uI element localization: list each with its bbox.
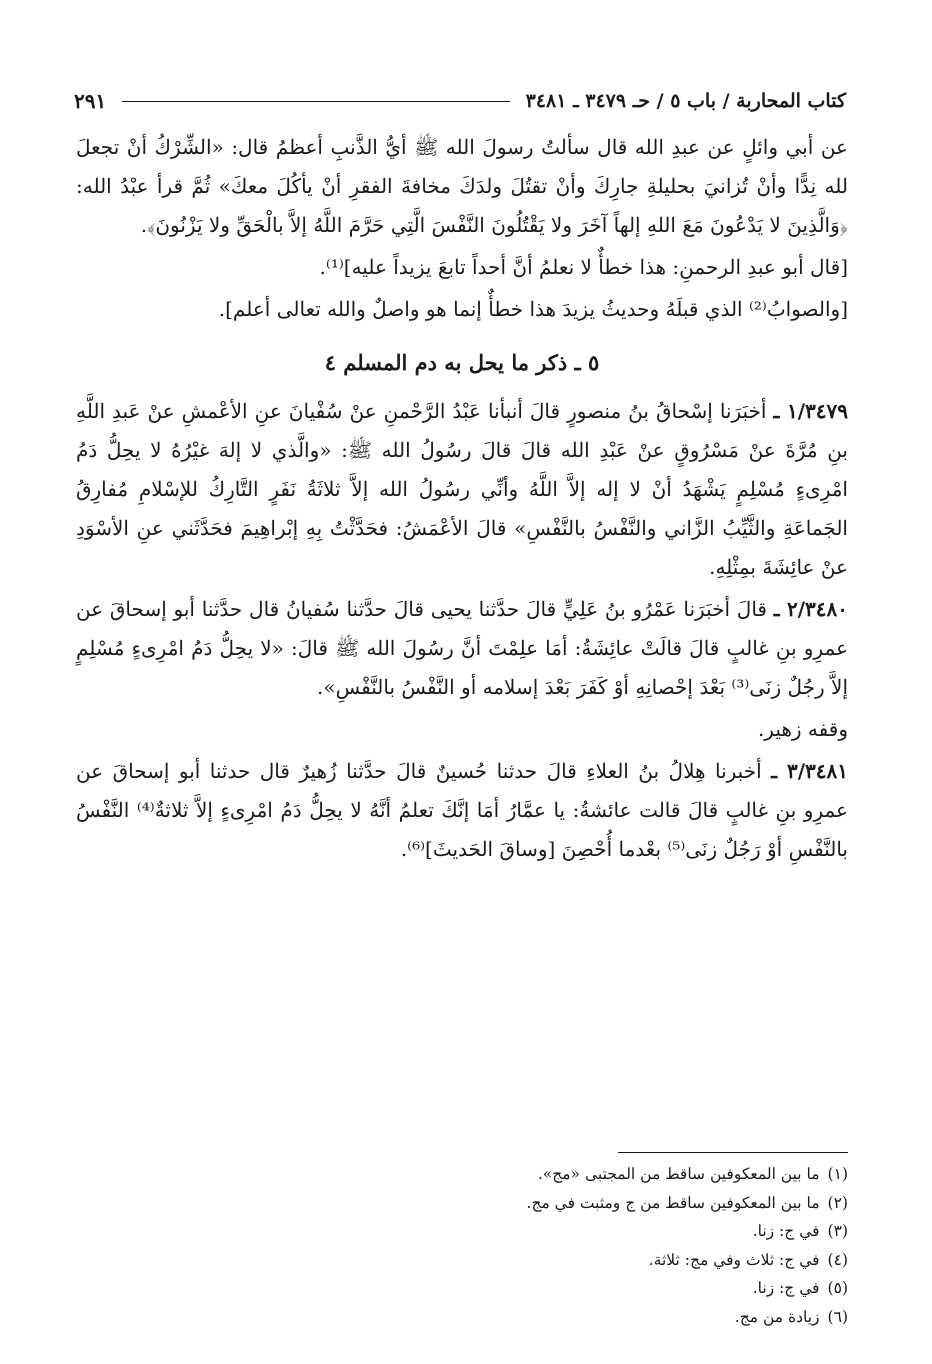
hadith-number: ٢/٣٤٨٠ ـ: [773, 597, 849, 621]
footnote-text: ما بين المعكوفين ساقط من المجتبى «مج».: [537, 1165, 820, 1183]
running-title: كتاب المحاربة / باب ٥ / حـ ٣٤٧٩ ـ ٣٤٨١: [525, 90, 846, 112]
hadith-number: ٣/٣٤٨١ ـ: [771, 759, 848, 783]
header-rule: [122, 101, 509, 102]
footnote: [120, 1246, 848, 1275]
paragraph-hadith-abu-wail: عن أبي وائلٍ عن عبدِ الله قال سألتُ رسولَ الله ﷺ أيُّ الذَّنبِ أعظمُ قال: «الشِّرْكُ أنْ تجعلَ لله نِدًّا وأنْ تُزانيَ بحليلةِ جارِكَ وأنْ تقتُلَ ولدَكَ مخافةَ الفقرِ أنْ يأكُلَ معكَ» ثُمَّ قرأ عبْدُ الله: ﴿وَالَّذِينَ لا يَدْعُونَ مَعَ اللهِ إلهاً آخَرَ ولا يَقْتُلُونَ النَّفْسَ الَّتِي حَرَّمَ اللَّهُ إلاَّ بالْحَقِّ ولا يَزْنُونَ﴾.: [76, 135, 848, 237]
footnote-text: في ج: زنا.: [752, 1279, 820, 1297]
footnote-mark: (٣): [827, 1222, 848, 1240]
footnote: [120, 1303, 848, 1332]
footnote-divider: [618, 1152, 848, 1153]
hadith-number: ١/٣٤٧٩ ـ: [773, 399, 848, 423]
editor-note-1: [قال أبو عبدِ الرحمنِ: هذا خطأٌ لا نعلمُ أنَّ أحداً تابعَ يزيداً عليه]⁽¹⁾.: [319, 255, 848, 279]
footnote-text: ما بين المعكوفين ساقط من ج ومثبت في مج.: [526, 1193, 820, 1212]
footnote-text: زيادة من مج.: [734, 1307, 820, 1326]
hadith-text: قالَ أخبَرَنا عَمْرُو بنُ عَلِيٍّ قالَ حدَّثنا يحيى قالَ حدَّثنا سُفيانُ قال حدَّثنا أبو إسحاقَ عن عمرِو بنِ غالبٍ قالَ قالَتْ عائِشَةُ: أمَا علِمْتَ أنَّ رسُولَ الله ﷺ قالَ: «لا يحِلُّ دَمُ امْرِىءٍ مُسْلِمٍ إلاَّ رجُلٌ زنَى⁽³⁾ بَعْدَ إحْصانِهِ أوْ كَفَرَ بَعْدَ إسلامه أو النَّفْسُ بالنَّفْسِ».: [76, 597, 848, 699]
footnote: [120, 1274, 848, 1303]
editor-note-2: [والصوابُ⁽²⁾ الذي قبلَهُ وحديثُ يزيدَ هذا خطأٌ إنما هو واصلٌ والله تعالى أعلم].: [218, 297, 848, 321]
footnote-mark: (١): [827, 1165, 848, 1183]
footnote: [120, 1189, 848, 1218]
hadith-3480-note: وقفه زهير.: [757, 717, 848, 741]
hadith-3480: [76, 590, 848, 707]
hadith-3479: [76, 392, 848, 587]
footnote-mark: (٢): [827, 1193, 848, 1212]
footnote-mark: (٤): [827, 1250, 848, 1269]
footnote-text: في ج: ثلاث وفي مج: ثلاثة.: [648, 1250, 820, 1269]
footnote-mark: (٦): [827, 1307, 848, 1326]
footnotes: [120, 1160, 848, 1331]
main-text: [76, 128, 848, 872]
hadith-3481: [76, 752, 848, 869]
section-heading: ٥ ـ ذكر ما يحل به دم المسلم ٤: [324, 350, 600, 375]
hadith-text: أخبرنا هِلالُ بنُ العلاءِ قالَ حدثنا حُسينٌ قالَ حدَّثنا زُهيرٌ قال حدثنا أبو إسحاقَ عن عمرِو بنِ غالبٍ قالَ قالت عائشةُ: يا عمَّارُ أمَا إنَّكَ تعلمُ أنَّهُ لا يحِلُّ دَمُ امْرِىءٍ إلاَّ ثلاثةٌ⁽⁴⁾ النَّفْسُ بالنَّفْسِ أوْ رَجُلٌ زنَى⁽⁵⁾ بعْدما أُحْصِنَ [وساقَ الحَديثَ]⁽⁶⁾.: [76, 759, 848, 861]
footnote: [120, 1217, 848, 1246]
footnote: [120, 1160, 848, 1189]
footnote-text: في ج: زنا.: [752, 1222, 820, 1240]
footnote-mark: (٥): [827, 1279, 848, 1297]
hadith-text: أخبَرَنا إسْحاقُ بنُ منصورٍ قالَ أنبأنا عَبْدُ الرَّحْمنِ عنْ سُفْيانَ عنِ الأعْمشِ عنْ عَبدِ اللَّهِ بنِ مُرَّةَ عنْ مَسْرُوقٍ عنْ عَبْدِ الله قالَ قالَ رسُولُ الله ﷺ: «والَّذي لا إلهَ غيْرُهُ لا يحِلُّ دَمُ امْرِىءٍ مُسْلِمٍ يَشْهَدُ أنْ لا إله إلاَّ اللَّهُ وأنِّي رسُولُ الله إلاَّ ثلاثَةُ نَفَرٍ التَّارِكُ للإسْلامِ مُفارِقُ الجَماعَةِ والثَّيِّبُ الزَّاني والنَّفْسُ بالنَّفْسِ» قالَ الأعْمَشُ: فحَدَّثْتُ بِهِ إبْراهِيمَ فحَدَّثَني عنِ الأسْوَدِ عنْ عائِشَةَ بمِثْلِهِ.: [76, 399, 848, 579]
page-number: ٢٩١: [74, 89, 107, 113]
page-header: [74, 84, 846, 118]
